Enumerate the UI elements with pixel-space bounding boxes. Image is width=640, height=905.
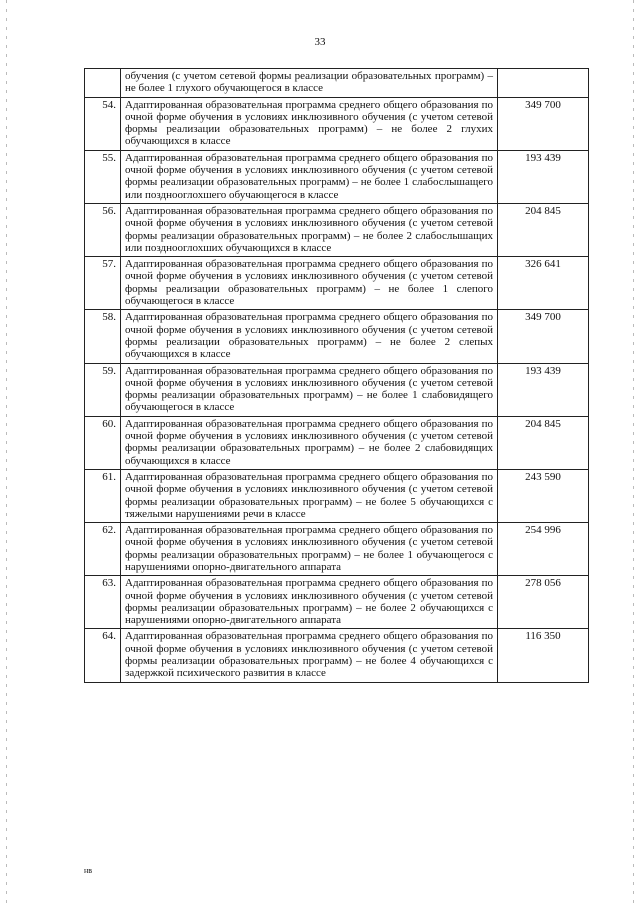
table-row: [85, 203, 589, 256]
cost-value: 204 845: [498, 203, 589, 256]
table-row: [85, 629, 589, 682]
document-table-container: [84, 68, 589, 683]
cost-value: 349 700: [498, 310, 589, 363]
table-row: [85, 363, 589, 416]
footer-mark: нв: [84, 866, 93, 875]
row-number: 57.: [85, 257, 121, 310]
program-description: Адаптированная образовательная программа среднего общего образования по очной форме обучения в условиях инклюзивного обучения (с учетом сетевой формы реализации образовательных программ) – не более 2 слабовидящих обучающихся в классе: [121, 416, 498, 469]
program-description: обучения (с учетом сетевой формы реализации образовательных программ) – не более 1 глухого обучающегося в классе: [121, 69, 498, 98]
page-number: 33: [314, 36, 326, 48]
cost-value: 278 056: [498, 576, 589, 629]
scan-margin-right: [633, 0, 634, 905]
table-row: [85, 310, 589, 363]
program-description: Адаптированная образовательная программа среднего общего образования по очной форме обучения в условиях инклюзивного обучения (с учетом сетевой формы реализации образовательных программ) – не более 2 слепых обучающихся в классе: [121, 310, 498, 363]
row-number: 55.: [85, 150, 121, 203]
cost-value: 116 350: [498, 629, 589, 682]
program-description: Адаптированная образовательная программа среднего общего образования по очной форме обучения в условиях инклюзивного обучения (с учетом сетевой формы реализации образовательных программ) – не более 1 слепого обучающегося в классе: [121, 257, 498, 310]
table-row: [85, 469, 589, 522]
cost-value: 349 700: [498, 97, 589, 150]
cost-value: 243 590: [498, 469, 589, 522]
program-description: Адаптированная образовательная программа среднего общего образования по очной форме обучения в условиях инклюзивного обучения (с учетом сетевой формы реализации образовательных программ) – не более 5 обучающихся с тяжелыми нарушениями речи в классе: [121, 469, 498, 522]
cost-value: 254 996: [498, 523, 589, 576]
cost-value: 326 641: [498, 257, 589, 310]
table-row: [85, 69, 589, 98]
table-row: [85, 150, 589, 203]
table-row: [85, 97, 589, 150]
normative-cost-table: [84, 68, 589, 683]
cost-value: 204 845: [498, 416, 589, 469]
cost-value: 193 439: [498, 363, 589, 416]
cost-value: 193 439: [498, 150, 589, 203]
program-description: Адаптированная образовательная программа среднего общего образования по очной форме обучения в условиях инклюзивного обучения (с учетом сетевой формы реализации образовательных программ) – не более 2 слабослышащих или позднооглохших обучающихся в классе: [121, 203, 498, 256]
program-description: Адаптированная образовательная программа среднего общего образования по очной форме обучения в условиях инклюзивного обучения (с учетом сетевой формы реализации образовательных программ) – не более 2 обучающихся с нарушениями опорно-двигательного аппарата: [121, 576, 498, 629]
program-description: Адаптированная образовательная программа среднего общего образования по очной форме обучения в условиях инклюзивного обучения (с учетом сетевой формы реализации образовательных программ) – не более 1 слабослышащего или позднооглохшего обучающегося в классе: [121, 150, 498, 203]
program-description: Адаптированная образовательная программа среднего общего образования по очной форме обучения в условиях инклюзивного обучения (с учетом сетевой формы реализации образовательных программ) – не более 2 глухих обучающихся в классе: [121, 97, 498, 150]
row-number: 61.: [85, 469, 121, 522]
row-number: [85, 69, 121, 98]
scan-margin-left: [6, 0, 7, 905]
row-number: 54.: [85, 97, 121, 150]
program-description: Адаптированная образовательная программа среднего общего образования по очной форме обучения в условиях инклюзивного обучения (с учетом сетевой формы реализации образовательных программ) – не более 4 обучающихся с задержкой психического развития в классе: [121, 629, 498, 682]
table-row: [85, 257, 589, 310]
row-number: 63.: [85, 576, 121, 629]
row-number: 59.: [85, 363, 121, 416]
table-row: [85, 416, 589, 469]
row-number: 64.: [85, 629, 121, 682]
table-row: [85, 523, 589, 576]
program-description: Адаптированная образовательная программа среднего общего образования по очной форме обучения в условиях инклюзивного обучения (с учетом сетевой формы реализации образовательных программ) – не более 1 слабовидящего обучающегося в классе: [121, 363, 498, 416]
table-row: [85, 576, 589, 629]
row-number: 58.: [85, 310, 121, 363]
program-description: Адаптированная образовательная программа среднего общего образования по очной форме обучения в условиях инклюзивного обучения (с учетом сетевой формы реализации образовательных программ) – не более 1 обучающегося с нарушениями опорно-двигательного аппарата: [121, 523, 498, 576]
cost-value: [498, 69, 589, 98]
row-number: 62.: [85, 523, 121, 576]
row-number: 56.: [85, 203, 121, 256]
row-number: 60.: [85, 416, 121, 469]
